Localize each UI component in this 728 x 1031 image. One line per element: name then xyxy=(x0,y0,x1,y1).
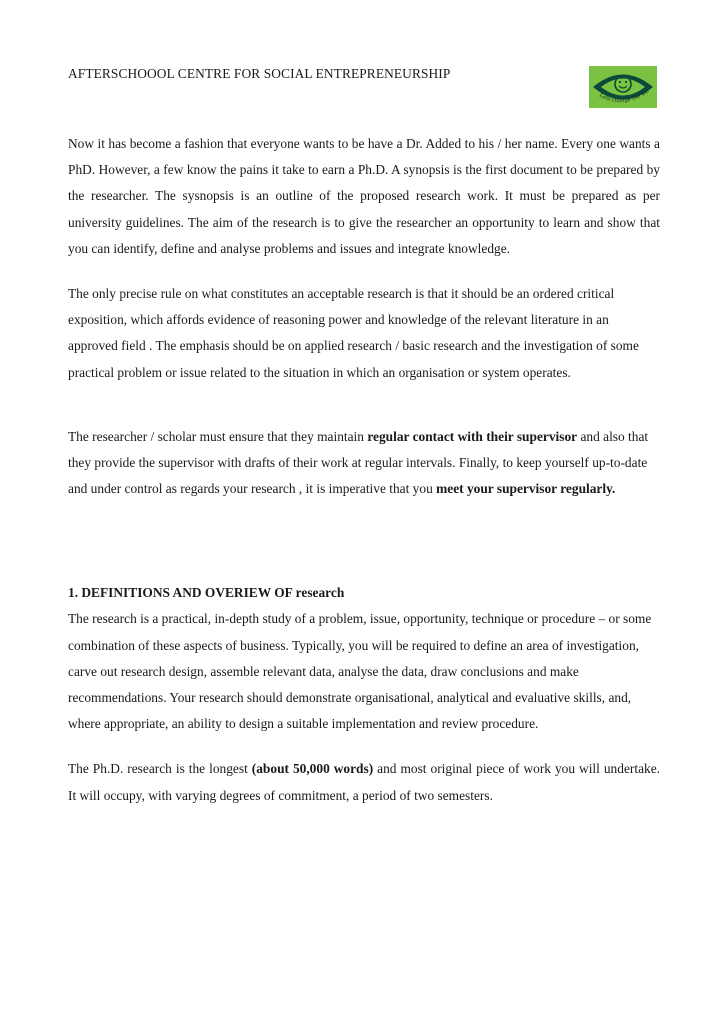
smiley-eye-logo-icon xyxy=(589,66,657,108)
paragraph-supervisor: The researcher / scholar must ensure that they maintain regular contact with their supervisor and also that they provide the supervisor with drafts of their work at regular intervals. Finally, to keep yourself up-to-date and under control as regards your research , it is imperative that you meet your supervisor regularly. xyxy=(68,428,649,497)
logo-text: Lets change the wo xyxy=(598,88,651,105)
paragraph-definitions: The research is a practical, in-depth study of a problem, issue, opportunity, technique or procedure – or some combination of these aspects of business. Typically, you will be required to define an area of investigation, carve out research design, assemble relevant data, analyse the data, draw conclusions and make recommendations. Your research should demonstrate organisational, analytical and evaluative skills, and, where appropriate, an ability to design a suitable implementation and review procedure. xyxy=(68,611,652,732)
bold-word-count: (about 50,000 words) xyxy=(251,761,374,777)
paragraph-precise-rule: The only precise rule on what constitutes an acceptable research is that it should be an ordered critical exposition, which affords evidence of reasoning power and knowledge of the relevant literature in an approved field . The emphasis should be on applied research / basic research and the investigation of some practical problem or issue related to the situation in which an organisation or system operates. xyxy=(68,286,639,380)
header-title: AFTERSCHOOOL CENTRE FOR SOCIAL ENTREPRENEURSHIP xyxy=(68,66,451,81)
document-body xyxy=(68,131,660,809)
bold-regular-contact: regular contact with their supervisor xyxy=(367,428,578,444)
section-heading: 1. DEFINITIONS AND OVERIEW OF research xyxy=(68,585,345,601)
paragraph-intro: Now it has become a fashion that everyone wants to be have a Dr. Added to his / her name. Every one wants a PhD. However, a few know the pains it take to earn a Ph.D. A synopsis is the first document to be prepared by the researcher. The sysnopsis is an outline of the proposed research work. It must be prepared as per university guidelines. The aim of the research is to give the researcher an opportunity to learn and show that you can identify, define and analyse problems and issues and integrate knowledge. xyxy=(68,136,660,256)
bold-meet-supervisor: meet your supervisor regularly. xyxy=(436,481,616,497)
paragraph-phd-length: The Ph.D. research is the longest (about 50,000 words) and most original piece of work you will undertake. It will occupy, with varying degrees of commitment, a period of two semesters. xyxy=(68,761,660,803)
